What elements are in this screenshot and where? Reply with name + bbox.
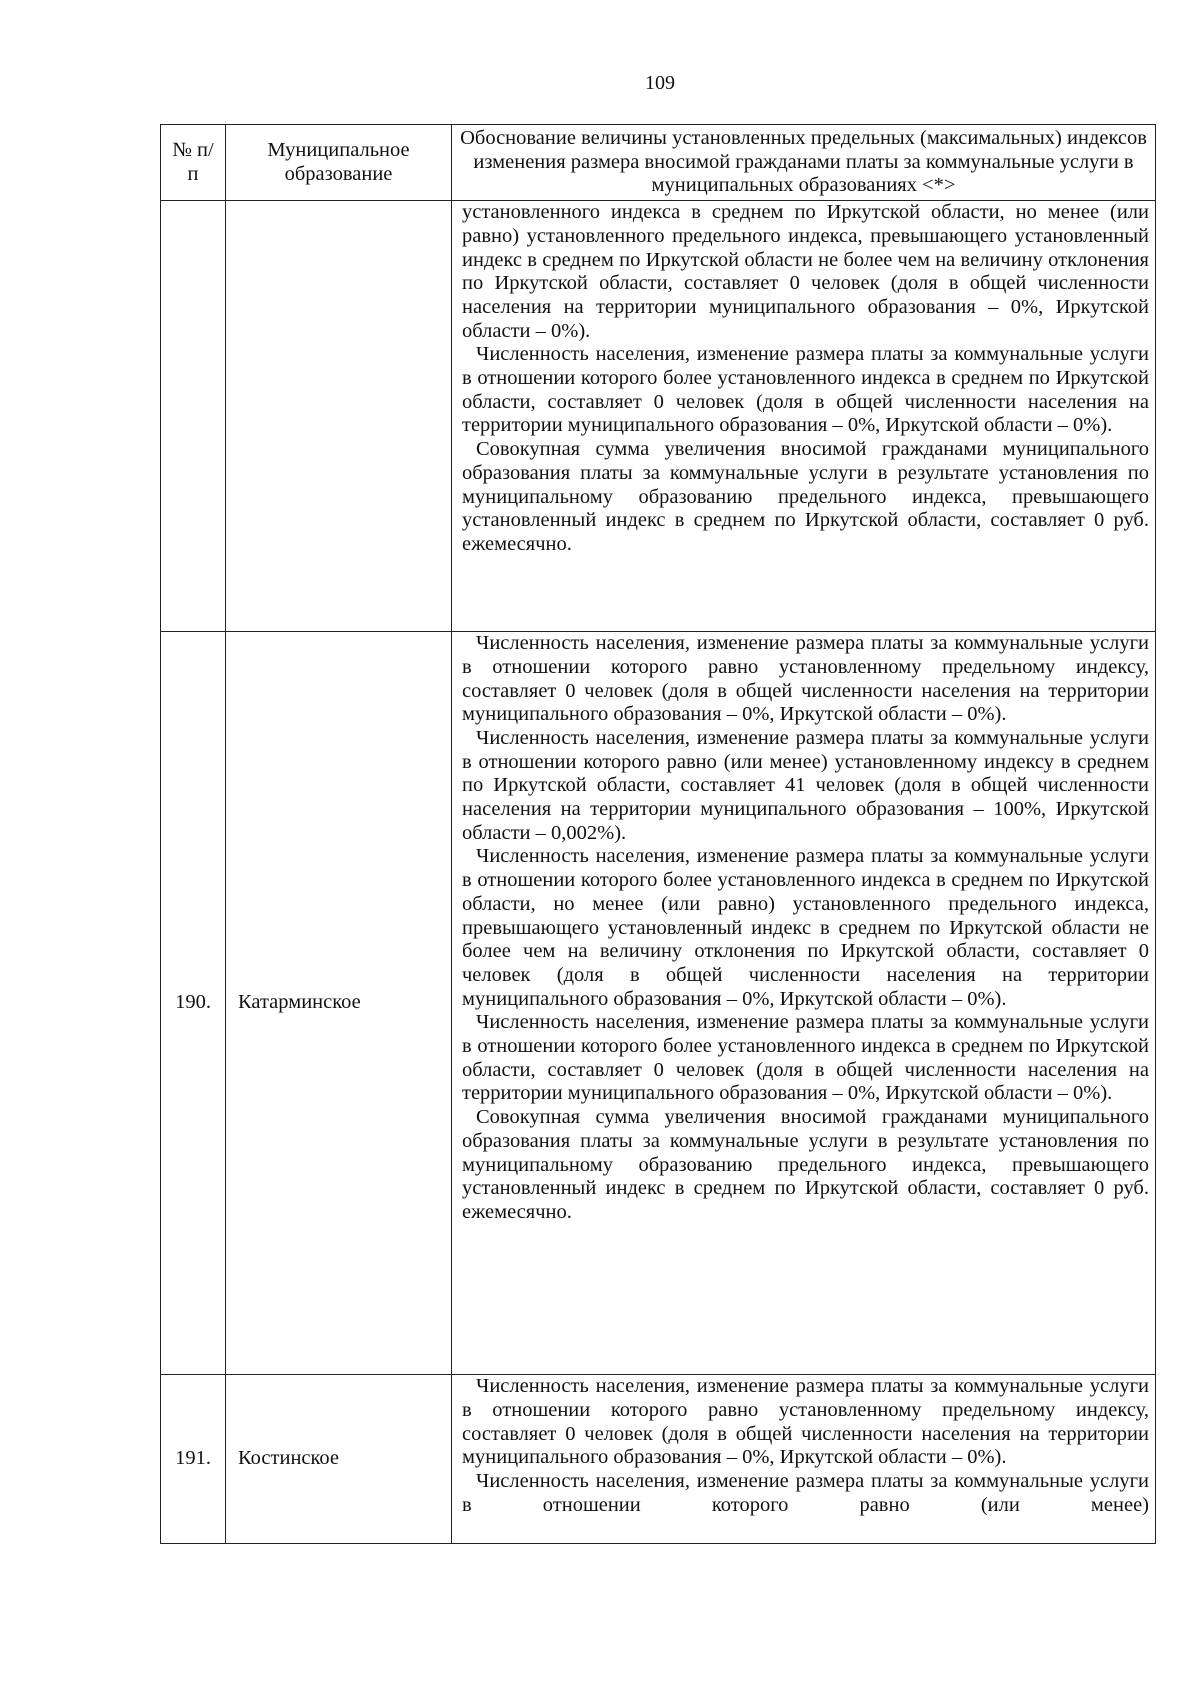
- justification-paragraph: Совокупная сумма увеличения вносимой гражданами муниципального образования платы за коммунальные услуги в результате установления по муниципальному образованию предельного индекса, превышающего установленный индекс в среднем по Иркутской области, составляет 0 руб. ежемесячно.: [462, 1106, 1149, 1223]
- table-row: [161, 201, 1156, 632]
- row-justification: [452, 201, 1156, 632]
- justification-paragraph: Численность населения, изменение размера платы за коммунальные услуги в отношении которого более установленного индекса в среднем по Иркутской области, составляет 0 человек (доля в общей численности населения на территории муниципального образования – 0%, Иркутской области – 0%).: [462, 343, 1149, 437]
- justification-paragraph: Численность населения, изменение размера платы за коммунальные услуги в отношении которого более установленного индекса в среднем по Иркутской области, но менее (или равно) установленного предельного индекса, превышающего установленный индекс в среднем по Иркутской области не более чем на величину отклонения по Иркутской области, составляет 0 человек (доля в общей численности населения на территории муниципального образования – 0%, Иркутской области – 0%).: [462, 845, 1149, 1010]
- justification-paragraph: Численность населения, изменение размера платы за коммунальные услуги в отношении которого равно установленному предельному индексу, составляет 0 человек (доля в общей численности населения на территории муниципального образования – 0%, Иркутской области – 0%).: [462, 1375, 1149, 1469]
- tariff-index-table: [160, 124, 1156, 1544]
- row-municipality: [226, 201, 452, 632]
- row-number: 191.: [161, 1375, 226, 1544]
- justification-paragraph: Численность населения, изменение размера платы за коммунальные услуги в отношении которого равно установленному предельному индексу, составляет 0 человек (доля в общей численности населения на территории муниципального образования – 0%, Иркутской области – 0%).: [462, 632, 1149, 726]
- justification-paragraph: Численность населения, изменение размера платы за коммунальные услуги в отношении которого более установленного индекса в среднем по Иркутской области, составляет 0 человек (доля в общей численности населения на территории муниципального образования – 0%, Иркутской области – 0%).: [462, 1011, 1149, 1105]
- row-municipality: Костинское: [226, 1375, 452, 1544]
- justification-paragraph: Совокупная сумма увеличения вносимой гражданами муниципального образования платы за коммунальные услуги в результате установления по муниципальному образованию предельного индекса, превышающего установленный индекс в среднем по Иркутской области, составляет 0 руб. ежемесячно.: [462, 438, 1149, 555]
- header-municipality: Муниципальное образование: [226, 125, 452, 201]
- page-number: 109: [645, 72, 675, 94]
- justification-paragraph: Численность населения, изменение размера платы за коммунальные услуги в отношении которого равно (или менее) установленному индексу в среднем по Иркутской области, составляет 41 человек (доля в общей численности населения на территории муниципального образования – 100%, Иркутской области – 0,002%).: [462, 726, 1149, 844]
- row-number: 190.: [161, 632, 226, 1375]
- table-row: [161, 632, 1156, 1375]
- row-justification: [452, 632, 1156, 1375]
- header-justification: Обоснование величины установленных предельных (максимальных) индексов изменения размера вносимой гражданами платы за коммунальные услуги в муниципальных образованиях <*>: [452, 125, 1156, 201]
- row-number: [161, 201, 226, 632]
- justification-paragraph: Численность населения, изменение размера платы за коммунальные услуги в отношении которого равно (или менее): [462, 1469, 1149, 1516]
- header-number: № п/п: [161, 125, 226, 201]
- row-justification: [452, 1375, 1156, 1544]
- justification-paragraph: установленного индекса в среднем по Иркутской области, но менее (или равно) установленного предельного индекса, превышающего установленный индекс в среднем по Иркутской области не более чем на величину отклонения по Иркутской области, составляет 0 человек (доля в общей численности населения на территории муниципального образования – 0%, Иркутской области – 0%).: [462, 201, 1149, 342]
- row-municipality: Катарминское: [226, 632, 452, 1375]
- table-row: [161, 1375, 1156, 1544]
- table-header-row: [161, 125, 1156, 201]
